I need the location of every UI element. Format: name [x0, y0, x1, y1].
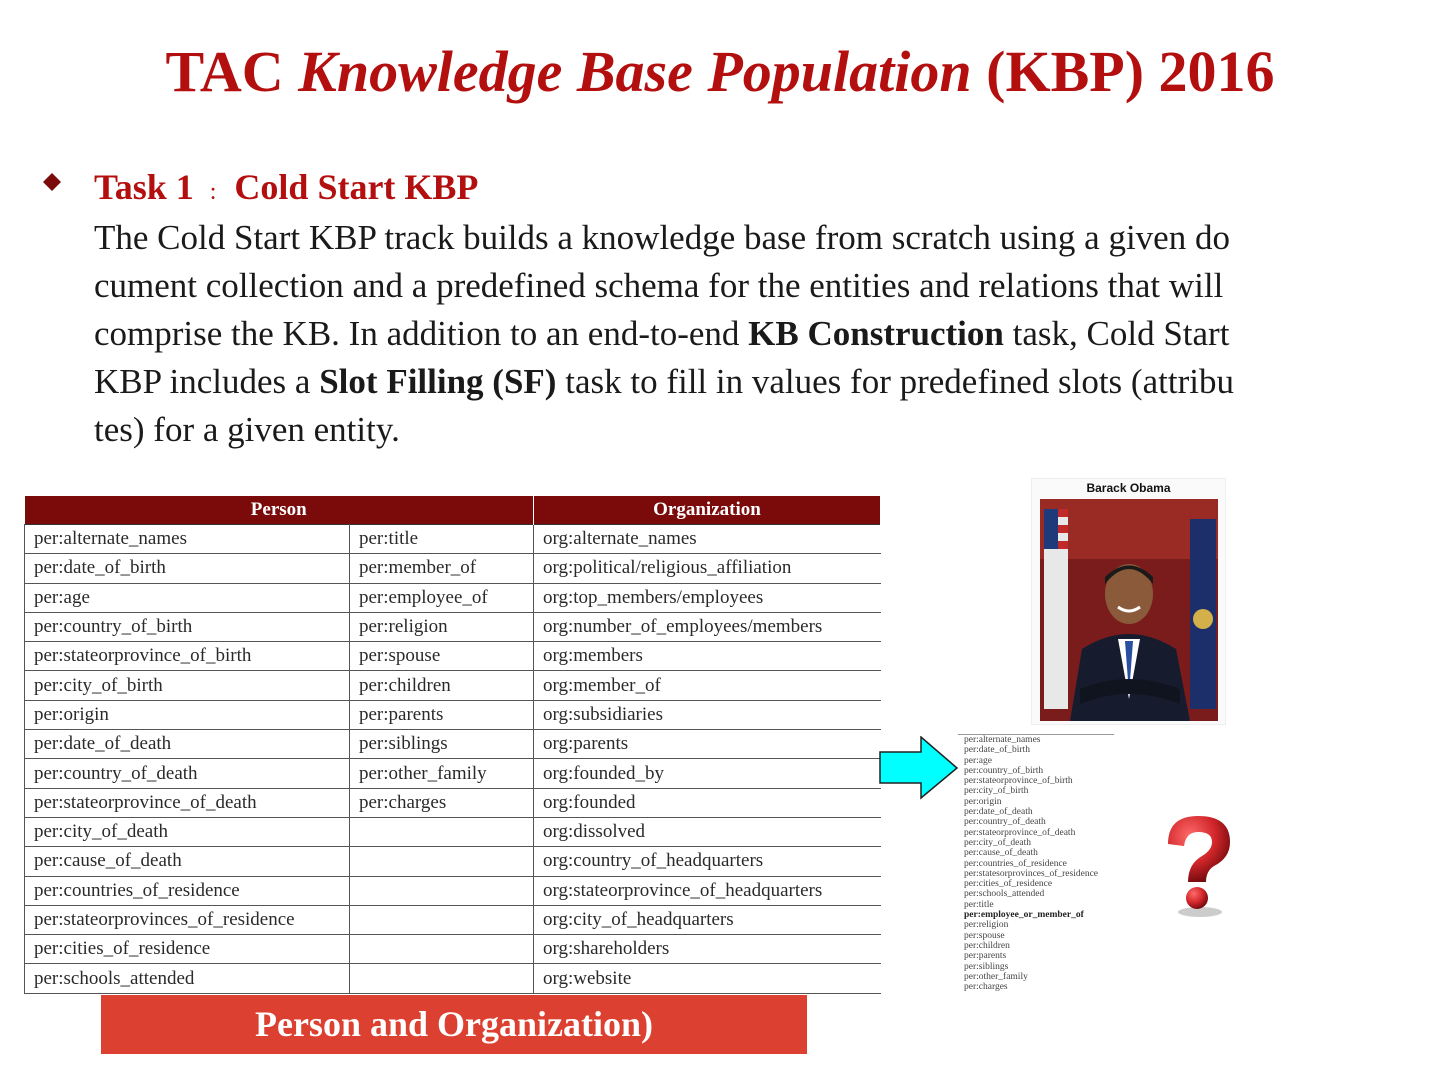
task-label: Task 1 [94, 167, 194, 207]
person-slot-cell: per:other_family [350, 759, 534, 788]
description-line-3 [94, 310, 1404, 358]
person-slot-cell: per:stateorprovince_of_birth [25, 642, 350, 671]
table-row [25, 525, 881, 554]
entity-photo-card [1031, 478, 1226, 725]
person-slot-cell: per:employee_of [350, 583, 534, 612]
person-slot-cell: per:stateorprovinces_of_residence [25, 905, 350, 934]
person-slot-cell: per:country_of_birth [25, 612, 350, 641]
org-slot-cell: org:country_of_headquarters [534, 847, 881, 876]
person-slot-cell: per:city_of_birth [25, 671, 350, 700]
slot-list-thumbnail [958, 734, 1114, 992]
table-row [25, 847, 881, 876]
org-slot-cell: org:shareholders [534, 935, 881, 964]
person-slot-cell: per:alternate_names [25, 525, 350, 554]
person-slot-cell: per:children [350, 671, 534, 700]
table-row [25, 554, 881, 583]
person-slot-cell: per:cause_of_death [25, 847, 350, 876]
description-line-1: The Cold Start KBP track builds a knowledge base from scratch using a given do [94, 218, 1230, 257]
table-header-row [25, 496, 881, 525]
slot-list-item: per:siblings [964, 961, 1009, 972]
slot-types-table [24, 496, 881, 994]
table-row [25, 935, 881, 964]
organization-header: Organization [534, 496, 881, 525]
person-slot-cell: per:spouse [350, 642, 534, 671]
person-slot-cell: per:city_of_death [25, 817, 350, 846]
person-slot-cell [350, 876, 534, 905]
diamond-bullet-icon [42, 172, 62, 192]
description-line-2: cument collection and a predefined schema for the entities and relations that will [94, 266, 1224, 305]
person-slot-cell: per:charges [350, 788, 534, 817]
table-row [25, 642, 881, 671]
person-slot-cell: per:origin [25, 700, 350, 729]
person-slot-cell: per:countries_of_residence [25, 876, 350, 905]
person-slot-cell: per:date_of_birth [25, 554, 350, 583]
slot-list-item: per:charges [964, 982, 1008, 993]
table-row [25, 876, 881, 905]
description-line-4 [94, 358, 1404, 406]
table-row [25, 759, 881, 788]
person-slot-cell: per:schools_attended [25, 964, 350, 993]
person-slot-cell: per:date_of_death [25, 730, 350, 759]
person-slot-cell: per:parents [350, 700, 534, 729]
org-slot-cell: org:website [534, 964, 881, 993]
person-slot-cell [350, 847, 534, 876]
slot-list-item: per:date_of_death [964, 807, 1033, 818]
slot-list-item: per:religion [964, 920, 1009, 931]
org-slot-cell: org:city_of_headquarters [534, 905, 881, 934]
task-name: Cold Start KBP [234, 167, 479, 207]
slot-list-item: per:country_of_birth [964, 765, 1044, 776]
description-line-5: tes) for a given entity. [94, 410, 400, 449]
person-slot-cell: per:religion [350, 612, 534, 641]
description-text: comprise the KB. In addition to an end-to-end [94, 314, 749, 353]
description-text: task, Cold Start [1003, 314, 1230, 353]
table-row [25, 700, 881, 729]
slot-filling-term: Slot Filling (SF) [319, 362, 557, 401]
question-mark-icon [1150, 808, 1240, 920]
slot-list-item: per:alternate_names [964, 735, 1041, 745]
person-header: Person [25, 496, 534, 525]
table-row [25, 671, 881, 700]
slot-list-item: per:other_family [964, 971, 1028, 982]
org-slot-cell: org:stateorprovince_of_headquarters [534, 876, 881, 905]
title-suffix: (KBP) 2016 [971, 39, 1275, 104]
right-arrow-icon [879, 736, 959, 800]
person-slot-cell: per:cities_of_residence [25, 935, 350, 964]
person-slot-cell [350, 935, 534, 964]
table-row [25, 730, 881, 759]
caption-banner: Person and Organization) [101, 995, 807, 1054]
slot-list-item: per:cities_of_residence [964, 879, 1053, 890]
slide-title [0, 38, 1440, 105]
slot-list-item: per:city_of_birth [964, 786, 1029, 797]
person-slot-cell: per:stateorprovince_of_death [25, 788, 350, 817]
org-slot-cell: org:top_members/employees [534, 583, 881, 612]
person-slot-cell: per:country_of_death [25, 759, 350, 788]
table-row [25, 788, 881, 817]
slot-list-item: per:date_of_birth [964, 745, 1030, 756]
person-slot-cell: per:age [25, 583, 350, 612]
org-slot-cell: org:members [534, 642, 881, 671]
description-text: KBP includes a [94, 362, 320, 401]
table-row [25, 612, 881, 641]
task-description [94, 214, 1404, 454]
description-text: task to fill in values for predefined slots (attribu [556, 362, 1234, 401]
slot-list-item: per:country_of_death [964, 817, 1046, 828]
org-slot-cell: org:dissolved [534, 817, 881, 846]
slot-list-item: per:children [964, 940, 1010, 951]
title-italic: Knowledge Base Population [298, 39, 972, 104]
org-slot-cell: org:subsidiaries [534, 700, 881, 729]
org-slot-cell: org:founded_by [534, 759, 881, 788]
person-slot-cell [350, 964, 534, 993]
person-slot-cell: per:title [350, 525, 534, 554]
entity-name: Barack Obama [1086, 481, 1171, 495]
org-slot-cell: org:political/religious_affiliation [534, 554, 881, 583]
title-prefix: TAC [165, 39, 299, 104]
org-slot-cell: org:founded [534, 788, 881, 817]
table-row [25, 817, 881, 846]
org-slot-cell: org:member_of [534, 671, 881, 700]
org-slot-cell: org:alternate_names [534, 525, 881, 554]
person-slot-cell: per:siblings [350, 730, 534, 759]
task-heading [94, 166, 478, 208]
slot-list-item: per:employee_or_member_of [964, 910, 1084, 921]
table-body [25, 525, 881, 994]
org-slot-cell: org:number_of_employees/members [534, 612, 881, 641]
slot-list-item: per:age [964, 755, 992, 766]
portrait-image [1040, 499, 1218, 721]
slot-list-item: per:city_of_death [964, 837, 1032, 848]
task-colon: : [209, 179, 217, 205]
org-slot-cell: org:parents [534, 730, 881, 759]
kb-construction-term: KB Construction [748, 314, 1004, 353]
slot-list-item: per:schools_attended [964, 889, 1045, 900]
slot-list-item: per:countries_of_residence [964, 858, 1067, 869]
person-slot-cell: per:member_of [350, 554, 534, 583]
table-row [25, 583, 881, 612]
person-slot-cell [350, 905, 534, 934]
slot-list-item: per:title [964, 899, 994, 910]
table-row [25, 964, 881, 993]
slot-list-item: per:stateorprovince_of_death [964, 827, 1076, 838]
slot-list-item: per:origin [964, 796, 1002, 807]
slot-list-item: per:parents [964, 951, 1007, 962]
table-row [25, 905, 881, 934]
slot-list-item: per:cause_of_death [964, 848, 1038, 859]
slot-list-item: per:spouse [964, 930, 1005, 941]
slot-list-item: per:stateorprovince_of_birth [964, 776, 1073, 787]
person-slot-cell [350, 817, 534, 846]
slot-list-item: per:statesorprovinces_of_residence [964, 868, 1099, 879]
